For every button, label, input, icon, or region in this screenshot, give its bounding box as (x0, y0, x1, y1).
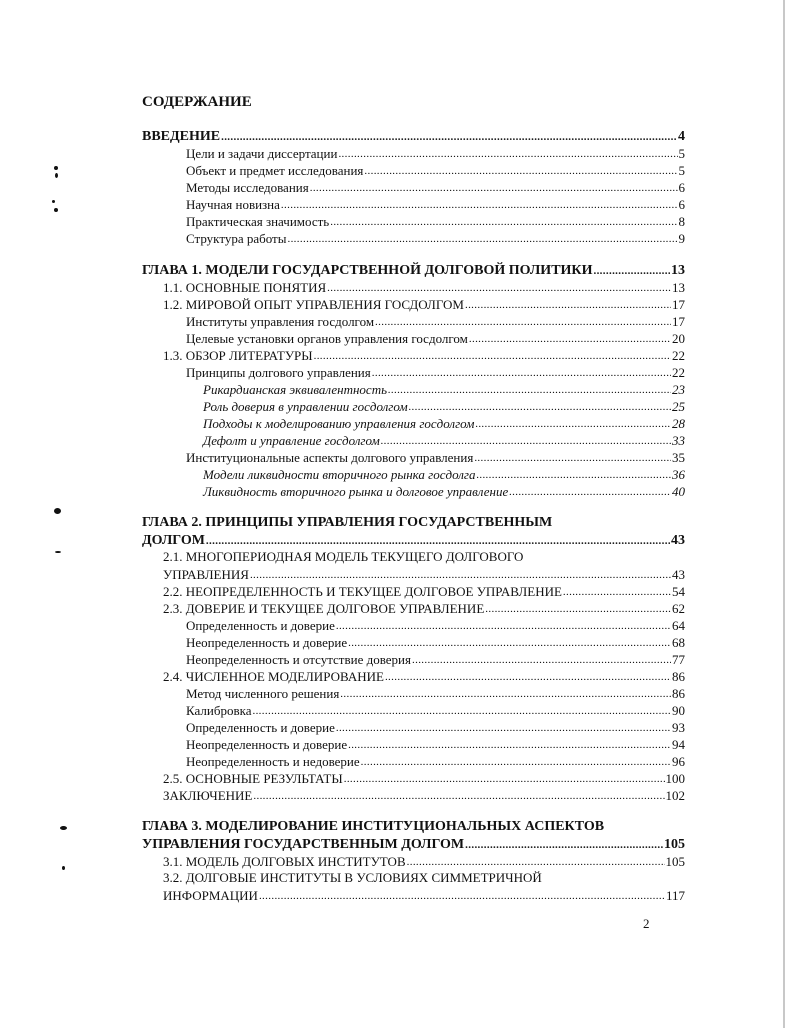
leader-dots (388, 381, 671, 398)
scan-speck (62, 866, 65, 870)
leader-dots (287, 230, 677, 247)
toc-entry-page: 68 (672, 635, 685, 650)
toc-entry-page: 4 (678, 129, 685, 144)
toc-entry-page: 54 (672, 584, 685, 599)
toc-entry[interactable] (203, 398, 685, 415)
toc-entry-page: 93 (672, 720, 685, 735)
toc-entry-page: 117 (665, 888, 685, 903)
toc-entry[interactable] (163, 347, 685, 364)
toc-entry-title: Неопределенность и отсутствие доверия (186, 652, 411, 667)
toc-entry-title: Модели ликвидности вторичного рынка госдолга (203, 467, 476, 482)
toc-entry-page: 6 (678, 180, 685, 195)
leader-dots (253, 787, 664, 804)
toc-entry-page: 102 (665, 788, 685, 803)
toc-entry-title: Калибровка (186, 703, 252, 718)
toc-entry[interactable] (163, 279, 685, 296)
leader-dots (475, 415, 671, 432)
toc-entry-title: Институты управления госдолгом (186, 314, 375, 329)
toc-entry-title: 2.5. ОСНОВНЫЕ РЕЗУЛЬТАТЫ (163, 771, 343, 786)
leader-dots (364, 162, 677, 179)
toc-entry-page: 62 (672, 601, 685, 616)
leader-dots (361, 753, 671, 770)
scan-speck (54, 508, 61, 514)
leader-dots (338, 145, 677, 162)
toc-entry[interactable] (186, 753, 685, 770)
toc-entry-title: Институциональные аспекты долгового управления (186, 450, 474, 465)
toc-entry[interactable] (186, 213, 685, 230)
leader-dots (465, 296, 671, 313)
toc-entry[interactable] (186, 719, 685, 736)
toc-entry[interactable] (203, 483, 685, 500)
leader-dots (375, 313, 671, 330)
toc-entry[interactable] (186, 651, 685, 668)
toc-entry[interactable] (203, 415, 685, 432)
leader-dots (259, 887, 665, 904)
toc-entry[interactable] (186, 685, 685, 702)
toc-entry-page: 100 (665, 771, 685, 786)
toc-entry-page: 20 (672, 331, 685, 346)
leader-dots (465, 837, 663, 853)
toc-entry-title: ВВЕДЕНИЕ (142, 129, 221, 144)
toc-entry[interactable] (186, 736, 685, 753)
toc-entry[interactable] (186, 196, 685, 213)
leader-dots (336, 719, 671, 736)
toc-entry-title: 2.4. ЧИСЛЕННОЕ МОДЕЛИРОВАНИЕ (163, 669, 384, 684)
toc-entry[interactable] (186, 449, 685, 466)
toc-entry[interactable] (203, 432, 685, 449)
toc-entry[interactable] (186, 162, 685, 179)
toc-entry-title: Неопределенность и доверие (186, 737, 348, 752)
toc-entry[interactable] (203, 381, 685, 398)
toc-entry-page: 105 (664, 837, 685, 852)
leader-dots (381, 432, 671, 449)
scan-speck (55, 551, 61, 553)
toc-entry-title: Неопределенность и доверие (186, 635, 348, 650)
page-title: СОДЕРЖАНИЕ (142, 94, 252, 110)
scan-speck (54, 208, 58, 212)
toc-entry[interactable] (186, 145, 685, 162)
toc-entry-title: Подходы к моделированию управления госдолгом (203, 416, 475, 431)
toc-entry[interactable] (163, 770, 685, 787)
leader-dots (509, 483, 671, 500)
toc-entry-title: Определенность и доверие (186, 720, 335, 735)
toc-entry-page: 36 (672, 467, 685, 482)
leader-dots (485, 600, 671, 617)
toc-entry-intro[interactable] (142, 128, 685, 145)
toc-entry-title: Целевые установки органов управления госдолгом (186, 331, 468, 346)
page-number: 2 (643, 916, 650, 931)
toc-entry[interactable] (186, 617, 685, 634)
toc-entry-title: Объект и предмет исследования (186, 163, 364, 178)
toc-entry-title: Роль доверия в управлении госдолгом (203, 399, 408, 414)
toc-entry-title: Неопределенность и недоверие (186, 754, 360, 769)
toc-entry[interactable] (163, 887, 685, 904)
leader-dots (340, 685, 671, 702)
toc-entry-title: Метод численного решения (186, 686, 340, 701)
toc-entry-chapter-3[interactable] (142, 836, 685, 853)
toc-entry[interactable] (186, 364, 685, 381)
toc-entry-chapter-1[interactable] (142, 262, 685, 279)
toc-entry-page: 86 (672, 669, 685, 684)
toc-entry[interactable] (186, 702, 685, 719)
toc-entry[interactable] (186, 179, 685, 196)
leader-dots (348, 736, 671, 753)
toc-entry[interactable] (203, 466, 685, 483)
leader-dots (310, 179, 678, 196)
toc-entry-title: 1.1. ОСНОВНЫЕ ПОНЯТИЯ (163, 280, 327, 295)
toc-entry-page: 5 (678, 146, 685, 161)
leader-dots (314, 347, 671, 364)
toc-entry[interactable] (163, 668, 685, 685)
toc-entry-title: Принципы долгового управления (186, 365, 371, 380)
toc-entry[interactable] (186, 313, 685, 330)
toc-entry-page: 94 (672, 737, 685, 752)
toc-entry-title: Дефолт и управление госдолгом (203, 433, 380, 448)
toc-entry[interactable] (163, 583, 685, 600)
toc-entry-title: Практическая значимость (186, 214, 330, 229)
toc-entry-page: 6 (678, 197, 685, 212)
leader-dots (412, 651, 671, 668)
toc-entry-page: 86 (672, 686, 685, 701)
leader-dots (221, 129, 677, 145)
toc-entry-title: УПРАВЛЕНИЯ ГОСУДАРСТВЕННЫМ ДОЛГОМ (142, 837, 465, 852)
scan-speck (55, 173, 58, 178)
toc-chapter-2-line1[interactable]: ГЛАВА 2. ПРИНЦИПЫ УПРАВЛЕНИЯ ГОСУДАРСТВЕННЫМ (142, 515, 553, 530)
toc-entry-page: 13 (671, 263, 685, 278)
toc-entry-title: 2.3. ДОВЕРИЕ И ТЕКУЩЕЕ ДОЛГОВОЕ УПРАВЛЕНИЕ (163, 601, 485, 616)
toc-entry-title: Определенность и доверие (186, 618, 335, 633)
scan-speck (54, 166, 58, 170)
toc-entry-page: 33 (672, 433, 685, 448)
toc-entry-page: 43 (672, 567, 685, 582)
toc-entry-page: 40 (672, 484, 685, 499)
toc-entry-title: ИНФОРМАЦИИ (163, 888, 258, 903)
toc-entry-page: 64 (672, 618, 685, 633)
leader-dots (469, 330, 671, 347)
toc-entry-title: Методы исследования (186, 180, 309, 195)
leader-dots (250, 566, 671, 583)
toc-entry-title: 3.1. МОДЕЛЬ ДОЛГОВЫХ ИНСТИТУТОВ (163, 854, 406, 869)
leader-dots (252, 702, 671, 719)
toc-entry-title: Научная новизна (186, 197, 280, 212)
toc-entry[interactable] (186, 230, 685, 247)
toc-entry-title: ГЛАВА 1. МОДЕЛИ ГОСУДАРСТВЕННОЙ ДОЛГОВОЙ ПОЛИТИКИ (142, 263, 593, 278)
toc-entry-page: 5 (678, 163, 685, 178)
toc-entry-title: Ликвидность вторичного рынка и долговое управление (203, 484, 509, 499)
leader-dots (593, 263, 670, 279)
toc-entry-page: 9 (678, 231, 685, 246)
scan-speck (60, 826, 67, 830)
toc-entry-page: 105 (665, 854, 685, 869)
leader-dots (477, 466, 672, 483)
leader-dots (409, 398, 671, 415)
toc-entry-page: 43 (671, 533, 685, 548)
toc-entry-page: 8 (678, 214, 685, 229)
toc-entry-page: 28 (672, 416, 685, 431)
toc-entry[interactable] (163, 853, 685, 870)
toc-entry[interactable] (186, 330, 685, 347)
toc-entry[interactable] (163, 787, 685, 804)
toc-entry-page: 17 (672, 297, 685, 312)
toc-entry-title: Структура работы (186, 231, 287, 246)
toc-entry-title: 1.2. МИРОВОЙ ОПЫТ УПРАВЛЕНИЯ ГОСДОЛГОМ (163, 297, 464, 312)
toc-entry-page: 90 (672, 703, 685, 718)
leader-dots (372, 364, 671, 381)
leader-dots (281, 196, 678, 213)
leader-dots (474, 449, 671, 466)
toc-entry[interactable] (163, 600, 685, 617)
toc-entry-title: Рикардианская эквивалентность (203, 382, 388, 397)
toc-entry[interactable] (163, 566, 685, 583)
toc-section-3-2-line1[interactable]: 3.2. ДОЛГОВЫЕ ИНСТИТУТЫ В УСЛОВИЯХ СИММЕТРИЧНОЙ (163, 870, 542, 885)
toc-entry[interactable] (186, 634, 685, 651)
toc-entry[interactable] (163, 296, 685, 313)
leader-dots (330, 213, 677, 230)
leader-dots (385, 668, 671, 685)
toc-entry-page: 17 (672, 314, 685, 329)
leader-dots (344, 770, 665, 787)
toc-entry-title: ДОЛГОМ (142, 533, 205, 548)
toc-entry-page: 25 (672, 399, 685, 414)
leader-dots (336, 617, 671, 634)
leader-dots (327, 279, 671, 296)
toc-entry-title: УПРАВЛЕНИЯ (163, 567, 249, 582)
scan-speck (52, 200, 55, 203)
toc-chapter-3-line1[interactable]: ГЛАВА 3. МОДЕЛИРОВАНИЕ ИНСТИТУЦИОНАЛЬНЫХ АСПЕКТОВ (142, 819, 605, 834)
toc-entry-title: 2.2. НЕОПРЕДЕЛЕННОСТЬ И ТЕКУЩЕЕ ДОЛГОВОЕ УПРАВЛЕНИЕ (163, 584, 562, 599)
toc-entry-page: 96 (672, 754, 685, 769)
leader-dots (407, 853, 665, 870)
toc-entry-page: 35 (672, 450, 685, 465)
leader-dots (206, 533, 670, 549)
toc-entry-page: 13 (672, 280, 685, 295)
toc-entry-title: ЗАКЛЮЧЕНИЕ (163, 788, 253, 803)
toc-entry-title: Цели и задачи диссертации (186, 146, 338, 161)
leader-dots (348, 634, 671, 651)
toc-entry-page: 22 (672, 348, 685, 363)
toc-entry-page: 77 (672, 652, 685, 667)
toc-section-2-1-line1[interactable]: 2.1. МНОГОПЕРИОДНАЯ МОДЕЛЬ ТЕКУЩЕГО ДОЛГОВОГО (163, 549, 524, 564)
toc-entry-chapter-2[interactable] (142, 532, 685, 549)
toc-entry-page: 23 (672, 382, 685, 397)
toc-entry-page: 22 (672, 365, 685, 380)
toc-entry-title: 1.3. ОБЗОР ЛИТЕРАТУРЫ (163, 348, 313, 363)
leader-dots (563, 583, 671, 600)
